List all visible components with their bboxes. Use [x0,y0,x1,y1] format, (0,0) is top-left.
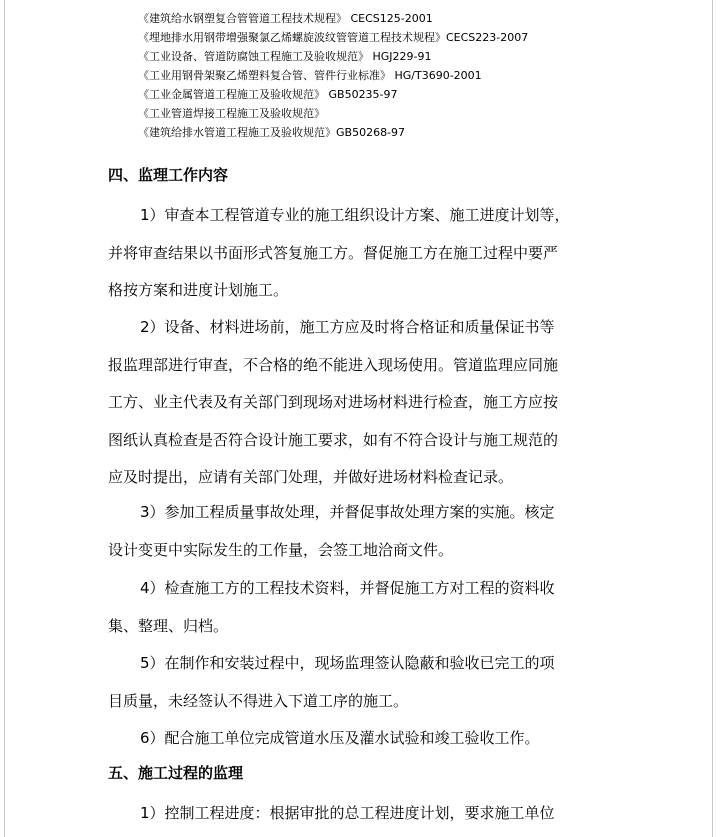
paragraph-line: 4）检查施工方的工程技术资料，并督促施工方对工程的资料收 [140,579,555,597]
paragraph-line: 3）参加工程质量事故处理，并督促事故处理方案的实施。核定 [140,503,555,521]
paragraph-item-1 [108,205,608,300]
paragraph-line: 工方、业主代表及有关部门到现场对进场材料进行检查，施工方应按 [108,393,559,411]
reference-item: 《工业管道焊接工程施工及验收规范》 [138,107,325,120]
paragraph-line: 应及时提出，应请有关部门处理，并做好进场材料检查记录。 [108,468,514,486]
paragraph-line: 5）在制作和安装过程中，现场监理签认隐蔽和验收已完工的项 [140,654,555,672]
paragraph-line: 1）审查本工程管道专业的施工组织设计方案、施工进度计划等， [140,206,570,224]
paragraph-item-4 [108,578,608,636]
reference-item: 《建筑给排水管道工程施工及验收规范》GB50268-97 [138,126,406,139]
paragraph-line: 设计变更中实际发生的工作量，会签工地洽商文件。 [108,540,454,559]
paragraph-item-5 [108,653,608,711]
section-heading-construction-process: 五、施工过程的监理 [108,764,244,782]
paragraph-line: 集、整理、归档。 [108,616,229,635]
reference-item: 《工业金属管道工程施工及验收规范》 GB50235-97 [138,88,398,101]
paragraph-line: 2）设备、材料进场前，施工方应及时将合格证和质量保证书等 [140,318,555,336]
reference-item: 《建筑给水钢塑复合管管道工程技术规程》 CECS125-2001 [138,12,433,25]
paragraph-item-3 [108,502,608,560]
paragraph-item-2 [108,317,608,487]
paragraph-line: 图纸认真检查是否符合设计施工要求，如有不符合设计与施工规范的 [108,430,559,449]
paragraph-item-7 [108,803,608,823]
page-right-border [712,0,713,837]
paragraph-line: 报监理部进行审查，不合格的绝不能进入现场使用。管道监理应同施 [108,355,559,374]
paragraph-item-6 [108,728,608,748]
reference-item: 《工业设备、管道防腐蚀工程施工及验收规范》 HGJ229-91 [138,50,432,63]
reference-item: 《埋地排水用钢带增强聚氯乙烯螺旋波纹管管道工程技术规程》CECS223-2007 [138,31,529,44]
page-left-border [4,0,5,837]
reference-standards-list [138,9,698,142]
paragraph-line: 并将审查结果以书面形式答复施工方。督促施工方在施工过程中要严 [108,243,559,262]
paragraph-line: 格按方案和进度计划施工。 [108,281,289,299]
paragraph-line: 目质量，未经签认不得进入下道工序的施工。 [108,691,409,710]
paragraph-line: 1）控制工程进度：根据审批的总工程进度计划，要求施工单位 [140,804,555,822]
section-heading-supervision-content: 四、监理工作内容 [108,166,229,184]
reference-item: 《工业用钢骨架聚乙烯塑料复合管、管件行业标准》 HG/T3690-2001 [138,69,482,82]
paragraph-line: 6）配合施工单位完成管道水压及灌水试验和竣工验收工作。 [140,729,540,747]
